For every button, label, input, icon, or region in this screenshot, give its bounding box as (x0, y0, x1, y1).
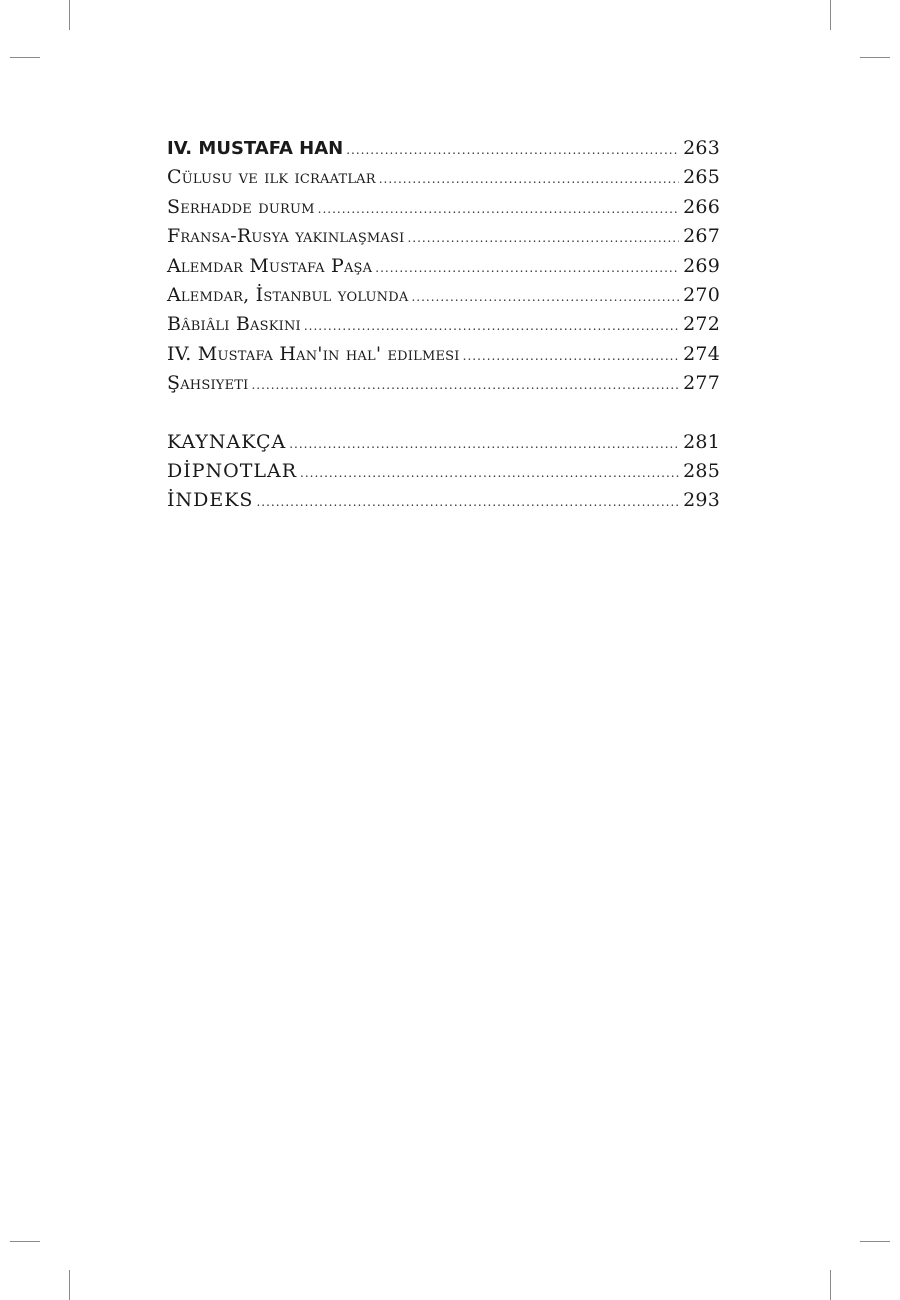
toc-entry-page: 293 (683, 489, 720, 512)
toc-entry-chapter-title[interactable] (167, 134, 720, 163)
toc-entry-page: 285 (683, 459, 720, 482)
toc-entry[interactable] (167, 222, 720, 251)
toc-entry[interactable] (167, 193, 720, 222)
toc-entry-title: Fransa-Rusya yakınlaşması (167, 225, 405, 248)
table-of-contents (167, 134, 720, 516)
toc-entry-bibliography[interactable] (167, 428, 720, 457)
crop-mark-right-bottom (860, 1241, 890, 1242)
dot-leader (300, 459, 679, 488)
toc-entry-title: Alemdar, İstanbul yolunda (167, 283, 409, 306)
toc-entry-page: 277 (683, 372, 720, 395)
chapter-entries (167, 134, 720, 399)
dot-leader (379, 165, 679, 194)
crop-mark-bottom-right (830, 1270, 831, 1300)
crop-mark-left-top (10, 57, 40, 58)
dot-leader (304, 312, 679, 341)
crop-mark-top-right (830, 0, 831, 30)
toc-entry-title: Cülusu ve ilk icraatlar (167, 166, 376, 189)
dot-leader (375, 254, 679, 283)
back-matter-entries (167, 428, 720, 516)
toc-entry[interactable] (167, 340, 720, 369)
toc-entry-page: 267 (683, 225, 720, 248)
toc-entry-page: 270 (683, 283, 720, 306)
dot-leader (289, 430, 679, 459)
toc-entry[interactable] (167, 252, 720, 281)
toc-entry-page: 263 (683, 137, 720, 159)
dot-leader (318, 195, 679, 224)
toc-entry-title: IV. Mustafa Han'ın hal' edilmesi (167, 342, 460, 365)
toc-entry-title: Bâbıâli Baskını (167, 313, 301, 336)
toc-entry-page: 269 (683, 254, 720, 277)
toc-entry-page: 272 (683, 313, 720, 336)
crop-mark-left-bottom (10, 1241, 40, 1242)
toc-entry-page: 266 (683, 195, 720, 218)
toc-entry-footnotes[interactable] (167, 457, 720, 486)
toc-entry-title: İNDEKS (167, 489, 254, 512)
toc-entry[interactable] (167, 310, 720, 339)
toc-entry-title: Alemdar Mustafa Paşa (167, 254, 373, 277)
toc-entry-title: DİPNOTLAR (167, 459, 298, 482)
toc-entry-page: 265 (683, 166, 720, 189)
crop-mark-bottom-left (69, 1270, 70, 1300)
toc-entry-title: Serhadde durum (167, 195, 315, 218)
toc-entry[interactable] (167, 281, 720, 310)
toc-entry-title: Şahsiyeti (167, 372, 249, 395)
dot-leader (411, 283, 679, 312)
toc-entry-page: 281 (683, 430, 720, 453)
crop-mark-right-top (860, 57, 890, 58)
toc-entry-title: KAYNAKÇA (167, 430, 287, 453)
dot-leader (256, 488, 679, 517)
toc-entry-title: IV. MUSTAFA HAN (167, 138, 344, 159)
toc-entry[interactable] (167, 163, 720, 192)
dot-leader (407, 224, 679, 253)
toc-entry-index[interactable] (167, 486, 720, 515)
crop-mark-top-left (69, 0, 70, 30)
dot-leader (346, 136, 679, 165)
toc-entry[interactable] (167, 369, 720, 398)
dot-leader (463, 342, 680, 371)
dot-leader (251, 371, 679, 400)
toc-entry-page: 274 (683, 342, 720, 365)
